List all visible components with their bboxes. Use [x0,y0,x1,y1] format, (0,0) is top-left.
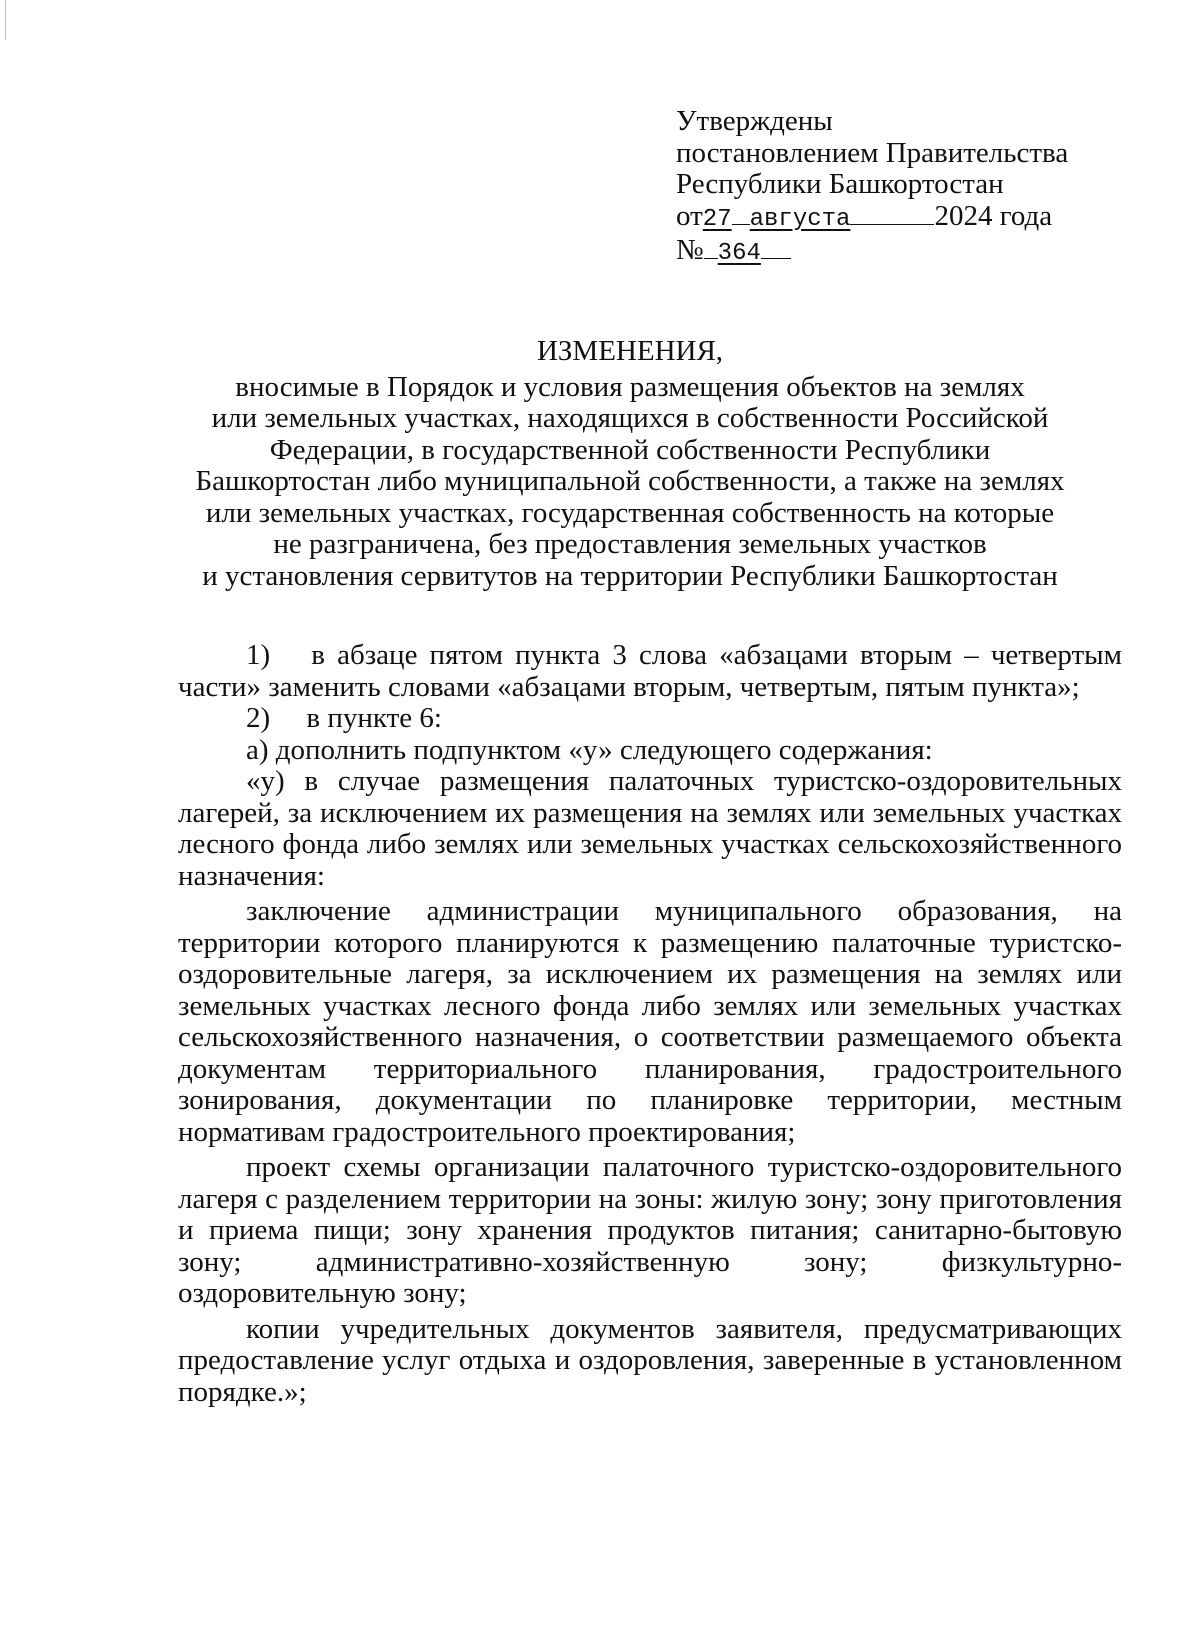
approval-number-line [676,235,1096,270]
date-prefix: от [676,199,703,232]
paragraph-conclusion: заключение администрации муниципального образования, на территории которого планируются к размещению палаточные туристско-оздоровительные лагеря, за исключением их размещения на землях или земельных участках лесного фонда либо землях или земельных участках сельскохозяйственного назначения, о соответствии размещаемого объекта документам территориального планирования, градостроительного зонирования, документации по планировке территории, местным нормативам градостроительного проектирования; [178,895,1122,1148]
approval-stamp-block [676,106,1096,270]
approval-line-2: постановлением Правительства [676,136,1069,169]
paragraph-item-2: 2) в пункте 6: [246,702,442,734]
number-blank-2 [761,236,791,259]
title-line: не разграничена, без предоставления земельных участков [273,528,987,560]
paragraph-subitem-a: а) дополнить подпунктом «у» следующего содержания: [246,733,933,766]
paragraph-item-1: 1) в абзаце пятом пункта 3 слова «абзацами вторым – четвертым части» заменить словами «абзацами вторым, четвертым, пятым пункта»; [178,639,1122,703]
approval-date-line [676,201,1096,236]
paragraph-subitem-u: «у) в случае размещения палаточных туристско-оздоровительных лагерей, за исключением их размещения на землях или земельных участках лесного фонда либо землях или земельных участках сельскохозяйственного назначения: [178,765,1122,892]
date-blank-1 [732,202,750,225]
number-prefix: № [676,234,704,266]
paragraph-founding-documents: копии учредительных документов заявителя, предусматривающих предоставление услуг отдыха и оздоровления, заверенные в установленном порядке.»; [178,1312,1122,1408]
title-line: или земельных участках, государственная собственность на которые [205,496,1055,529]
title-line: вносимые в Порядок и условия размещения объектов на землях [235,370,1025,403]
scan-edge-line [5,0,6,40]
date-blank-2 [850,202,934,225]
title-line: Башкортостан либо муниципальной собственности, а также на землях [195,465,1065,497]
title-line: и установления сервитутов на территории Республики Башкортостан [202,559,1058,592]
title-line: Федерации, в государственной собственности Республики [269,433,991,466]
number-blank-1 [704,236,718,259]
number-value: 364 [717,240,761,267]
title-line: или земельных участках, находящихся в собственности Российской [211,402,1049,434]
approval-line-1: Утверждены [676,105,833,137]
document-title [160,336,1100,592]
document-body [178,640,1122,1408]
title-heading: ИЗМЕНЕНИЯ, [536,335,724,367]
paragraph-project-scheme: проект схемы организации палаточного туристско-оздоровительного лагеря с разделением территории на зоны: жилую зону; зону приготовления и приема пищи; зону хранения продуктов питания; санитарно-бытовую зону; административно-хозяйственную зону; физкультурно-оздоровительную зону; [178,1151,1122,1309]
date-day: 27 [702,205,732,233]
date-suffix: 2024 года [934,199,1053,232]
date-month: августа [749,205,851,233]
approval-line-3: Республики Башкортостан [676,168,1004,200]
